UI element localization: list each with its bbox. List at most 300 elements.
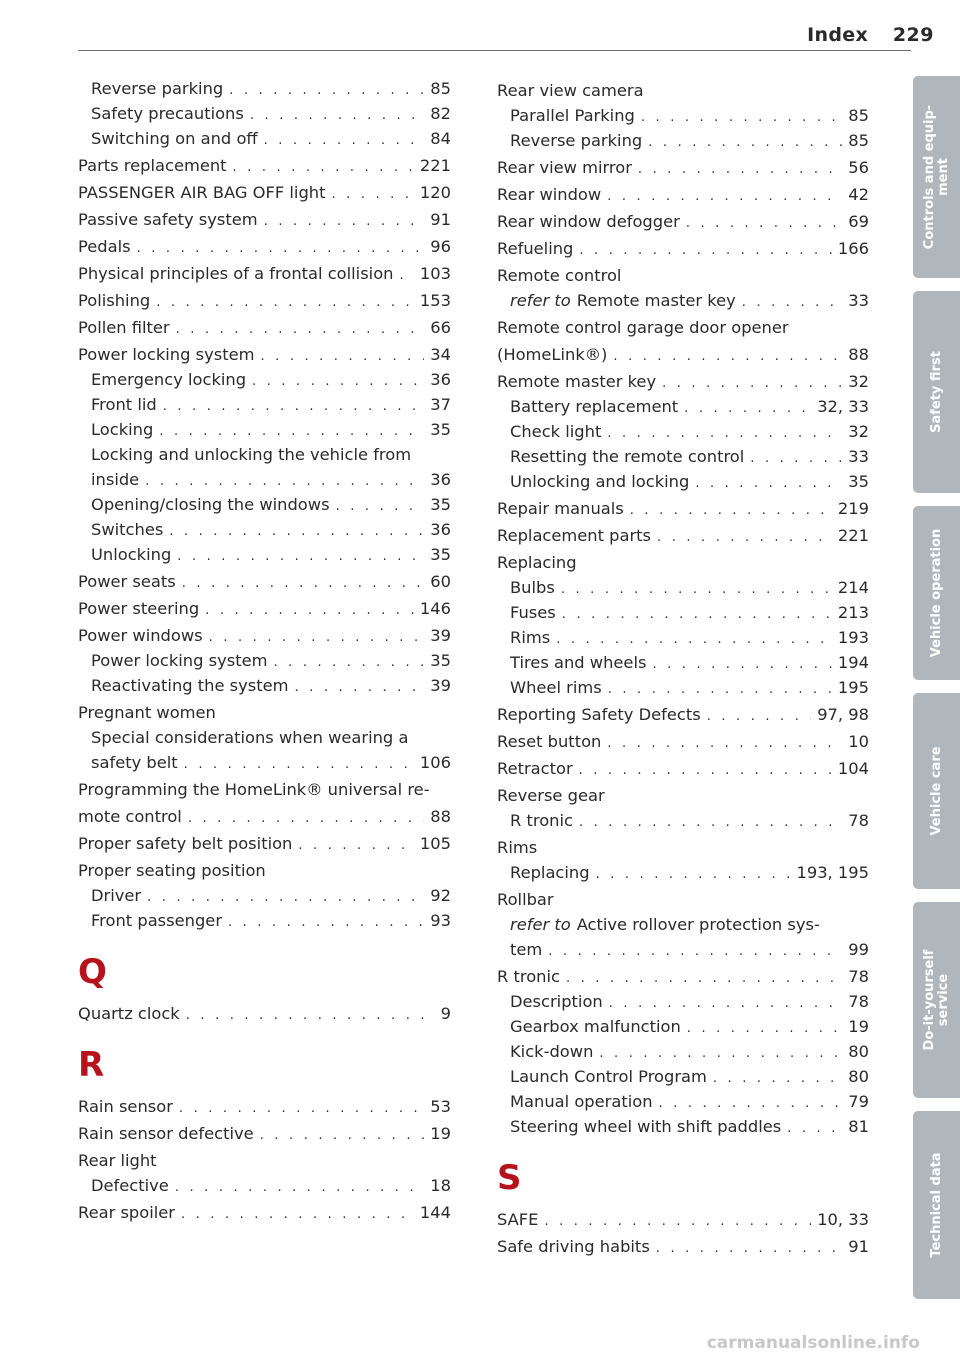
page-reference[interactable]: 193 xyxy=(837,628,869,647)
page-reference[interactable]: 104 xyxy=(837,759,869,778)
entry-label: Active rollover protection sys- xyxy=(576,915,820,934)
entry-label: Parallel Parking xyxy=(510,106,635,125)
dot-leader xyxy=(561,577,832,602)
index-entry[interactable] xyxy=(78,315,451,340)
entry-label: Front lid xyxy=(91,395,157,414)
entry-label: Physical principles of a frontal collision xyxy=(78,264,394,283)
index-entry[interactable] xyxy=(78,700,451,725)
index-subentry[interactable] xyxy=(497,650,869,675)
entry-label: Power seats xyxy=(78,572,176,591)
index-subentry[interactable] xyxy=(497,288,869,313)
index-subentry[interactable] xyxy=(78,908,451,933)
entry-label: Pedals xyxy=(78,237,131,256)
dot-leader xyxy=(648,130,842,155)
page-reference[interactable]: 103 xyxy=(419,264,451,283)
index-entry[interactable] xyxy=(497,236,869,261)
entry-label: Power steering xyxy=(78,599,200,618)
entry-label: tem xyxy=(510,940,543,959)
entry-label: Reverse parking xyxy=(510,131,643,150)
page-reference[interactable]: 9 xyxy=(440,1004,451,1023)
page-reference[interactable]: 35 xyxy=(430,651,451,670)
index-column-left xyxy=(78,76,451,1225)
dot-leader xyxy=(596,862,791,887)
entry-label: PASSENGER AIR BAG OFF light xyxy=(78,183,326,202)
index-entry[interactable] xyxy=(497,209,869,234)
index-entry[interactable] xyxy=(497,496,869,521)
page-reference[interactable]: 84 xyxy=(430,129,451,148)
dot-leader xyxy=(579,758,832,783)
entry-label: Reverse parking xyxy=(91,79,224,98)
chapter-tab-label: Vehicle operation xyxy=(928,528,944,658)
dot-leader xyxy=(205,598,414,623)
page-reference[interactable]: 80 xyxy=(848,1067,869,1086)
page-reference[interactable]: 221 xyxy=(837,526,869,545)
dot-leader xyxy=(556,627,832,652)
page-reference[interactable]: 88 xyxy=(430,807,451,826)
dot-leader xyxy=(264,209,425,234)
dot-leader xyxy=(184,752,414,777)
entry-label: Programming the HomeLink® universal re- xyxy=(78,780,430,799)
index-subentry[interactable] xyxy=(497,394,869,419)
entry-label: Refueling xyxy=(497,239,574,258)
entry-label: Unlocking xyxy=(91,545,172,564)
index-entry[interactable] xyxy=(78,858,451,883)
entry-label: Quartz clock xyxy=(78,1004,180,1023)
page-reference[interactable]: 219 xyxy=(837,499,869,518)
entry-label: Rollbar xyxy=(497,890,554,909)
dot-leader xyxy=(177,544,424,569)
entry-label: Rear light xyxy=(78,1151,157,1170)
index-subentry[interactable] xyxy=(497,444,869,469)
dot-leader xyxy=(548,939,842,964)
index-entry[interactable] xyxy=(497,369,869,394)
dot-leader xyxy=(186,1003,435,1028)
index-subentry[interactable] xyxy=(78,467,451,492)
index-subentry[interactable] xyxy=(78,126,451,151)
dot-leader xyxy=(652,652,831,677)
page-reference[interactable]: 91 xyxy=(430,210,451,229)
index-entry[interactable] xyxy=(78,234,451,259)
page-reference[interactable]: 79 xyxy=(848,1092,869,1111)
index-subentry[interactable] xyxy=(78,1173,451,1198)
dot-leader xyxy=(659,1091,843,1116)
entry-label: Power windows xyxy=(78,626,203,645)
index-subentry[interactable] xyxy=(78,492,451,517)
index-entry[interactable] xyxy=(78,804,451,829)
dot-leader xyxy=(260,1123,425,1148)
entry-label: Proper safety belt position xyxy=(78,834,293,853)
entry-label: Rain sensor xyxy=(78,1097,173,1116)
entry-label: Switching on and off xyxy=(91,129,258,148)
dot-leader xyxy=(182,571,425,596)
page-reference[interactable]: 213 xyxy=(837,603,869,622)
index-subentry[interactable] xyxy=(497,989,869,1014)
entry-label: safety belt xyxy=(91,753,178,772)
page-reference[interactable]: 33 xyxy=(848,447,869,466)
index-subentry[interactable] xyxy=(78,883,451,908)
entry-label: SAFE xyxy=(497,1210,539,1229)
index-entry[interactable] xyxy=(78,1148,451,1173)
index-entry[interactable] xyxy=(78,180,451,205)
index-entry[interactable] xyxy=(497,342,869,367)
index-subentry[interactable] xyxy=(497,1089,869,1114)
entry-label: Remote control garage door opener xyxy=(497,318,789,337)
index-entry[interactable] xyxy=(497,155,869,180)
index-subentry[interactable] xyxy=(497,103,869,128)
page-reference[interactable]: 37 xyxy=(430,395,451,414)
entry-label: (HomeLink®) xyxy=(497,345,608,364)
chapter-tab-label: Safety first xyxy=(928,351,944,433)
page-reference[interactable]: 42 xyxy=(848,185,869,204)
entry-label: Fuses xyxy=(510,603,556,622)
index-subentry[interactable] xyxy=(78,76,451,101)
index-subentry[interactable] xyxy=(78,542,451,567)
entry-label: Proper seating position xyxy=(78,861,266,880)
page-reference[interactable]: 19 xyxy=(430,1124,451,1143)
index-entry[interactable] xyxy=(497,702,869,727)
cross-reference-prefix: refer to xyxy=(510,291,571,310)
entry-label: Switches xyxy=(91,520,164,539)
dot-leader xyxy=(228,910,424,935)
index-entry[interactable] xyxy=(78,569,451,594)
dot-leader xyxy=(544,1209,811,1234)
dot-leader xyxy=(579,810,842,835)
index-subentry[interactable] xyxy=(78,725,451,750)
index-entry[interactable] xyxy=(78,1094,451,1119)
page-reference[interactable]: 88 xyxy=(848,345,869,364)
dot-leader xyxy=(599,1041,842,1066)
entry-label: Safe driving habits xyxy=(497,1237,650,1256)
page-reference[interactable]: 35 xyxy=(848,472,869,491)
entry-label: Passive safety system xyxy=(78,210,258,229)
chapter-tab[interactable] xyxy=(913,902,960,1098)
entry-label: Repair manuals xyxy=(497,499,624,518)
index-entry[interactable] xyxy=(78,1121,451,1146)
entry-label: Remote master key xyxy=(497,372,657,391)
entry-label: Power locking system xyxy=(91,651,268,670)
dot-leader xyxy=(630,498,832,523)
page-reference[interactable]: 33 xyxy=(848,291,869,310)
entry-label: Rear view mirror xyxy=(497,158,632,177)
entry-label: Safety precautions xyxy=(91,104,244,123)
page-reference[interactable]: 221 xyxy=(419,156,451,175)
index-subentry[interactable] xyxy=(497,1064,869,1089)
index-subentry[interactable] xyxy=(497,625,869,650)
entry-label: Rear window defogger xyxy=(497,212,680,231)
index-subentry[interactable] xyxy=(78,367,451,392)
entry-label: Front passenger xyxy=(91,911,223,930)
page-reference[interactable]: 19 xyxy=(848,1017,869,1036)
page-reference[interactable]: 36 xyxy=(430,520,451,539)
index-entry[interactable] xyxy=(78,831,451,856)
page-reference[interactable]: 85 xyxy=(430,79,451,98)
page-reference[interactable]: 106 xyxy=(419,753,451,772)
entry-label: Rear spoiler xyxy=(78,1203,175,1222)
page-reference[interactable]: 214 xyxy=(837,578,869,597)
dot-leader xyxy=(613,344,842,369)
entry-label: Gearbox malfunction xyxy=(510,1017,681,1036)
page-reference[interactable]: 82 xyxy=(430,104,451,123)
entry-label: Rims xyxy=(510,628,551,647)
index-entry[interactable] xyxy=(497,263,869,288)
dot-leader xyxy=(566,966,842,991)
page-reference[interactable]: 78 xyxy=(848,992,869,1011)
page-reference[interactable]: 92 xyxy=(430,886,451,905)
dot-leader xyxy=(273,650,424,675)
page-reference[interactable]: 78 xyxy=(848,811,869,830)
page-reference[interactable]: 69 xyxy=(848,212,869,231)
index-entry[interactable] xyxy=(497,182,869,207)
page-reference[interactable]: 193, 195 xyxy=(796,863,869,882)
page-reference[interactable]: 99 xyxy=(848,940,869,959)
page-reference[interactable]: 32 xyxy=(848,372,869,391)
index-subentry[interactable] xyxy=(497,128,869,153)
entry-label: R tronic xyxy=(510,811,573,830)
index-entry[interactable] xyxy=(78,1001,451,1026)
index-entry[interactable] xyxy=(78,342,451,367)
entry-label: Rear window xyxy=(497,185,602,204)
dot-leader xyxy=(562,602,832,627)
entry-label: Wheel rims xyxy=(510,678,602,697)
page-reference[interactable]: 80 xyxy=(848,1042,869,1061)
page-number: 229 xyxy=(892,24,934,46)
entry-label: Replacing xyxy=(497,553,577,572)
page-reference[interactable]: 97, 98 xyxy=(817,705,869,724)
entry-label: Reporting Safety Defects xyxy=(497,705,701,724)
index-entry[interactable] xyxy=(78,623,451,648)
entry-label: Rims xyxy=(497,838,538,857)
dot-leader xyxy=(209,625,425,650)
dot-leader xyxy=(695,471,842,496)
page-reference[interactable]: 39 xyxy=(430,626,451,645)
entry-label: Resetting the remote control xyxy=(510,447,745,466)
dot-leader xyxy=(336,494,425,519)
page-reference[interactable]: 35 xyxy=(430,545,451,564)
page-reference[interactable]: 35 xyxy=(430,495,451,514)
index-entry[interactable] xyxy=(78,288,451,313)
chapter-tab[interactable] xyxy=(913,506,960,680)
index-subentry[interactable] xyxy=(497,675,869,700)
entry-label: Power locking system xyxy=(78,345,255,364)
page-reference[interactable]: 91 xyxy=(848,1237,869,1256)
page-reference[interactable]: 93 xyxy=(430,911,451,930)
cross-reference-prefix: refer to xyxy=(510,915,571,934)
page-reference[interactable]: 60 xyxy=(430,572,451,591)
index-subentry[interactable] xyxy=(497,600,869,625)
page-reference[interactable]: 146 xyxy=(419,599,451,618)
index-entry[interactable] xyxy=(497,783,869,808)
dot-leader xyxy=(608,677,832,702)
dot-leader xyxy=(159,419,424,444)
chapter-tab[interactable] xyxy=(913,291,960,493)
dot-leader xyxy=(638,157,842,182)
page-reference[interactable]: 36 xyxy=(430,470,451,489)
entry-label: Kick-down xyxy=(510,1042,594,1061)
dot-leader xyxy=(687,1016,843,1041)
page-reference[interactable]: 10, 33 xyxy=(817,1210,869,1229)
dot-leader xyxy=(181,1202,414,1227)
page-reference[interactable]: 78 xyxy=(848,967,869,986)
index-subentry[interactable] xyxy=(78,417,451,442)
page-reference[interactable]: 36 xyxy=(430,370,451,389)
page-reference[interactable]: 56 xyxy=(848,158,869,177)
page-reference[interactable]: 166 xyxy=(837,239,869,258)
dot-leader xyxy=(250,103,424,128)
entry-label: Tires and wheels xyxy=(510,653,647,672)
entry-label: Pollen filter xyxy=(78,318,170,337)
dot-leader xyxy=(684,396,811,421)
index-entry[interactable] xyxy=(78,153,451,178)
dot-leader xyxy=(260,344,424,369)
page-reference[interactable]: 53 xyxy=(430,1097,451,1116)
dot-leader xyxy=(188,806,424,831)
dot-leader xyxy=(145,469,424,494)
dot-leader xyxy=(579,238,832,263)
index-entry[interactable] xyxy=(497,835,869,860)
dot-leader xyxy=(147,885,424,910)
page-reference[interactable]: 144 xyxy=(419,1203,451,1222)
dot-leader xyxy=(656,1236,842,1261)
entry-label: Rear view camera xyxy=(497,81,644,100)
chapter-tab-label: Technical data xyxy=(928,1152,944,1258)
entry-label: Steering wheel with shift paddles xyxy=(510,1117,782,1136)
entry-label: Remote control xyxy=(497,266,622,285)
page-reference[interactable]: 32 xyxy=(848,422,869,441)
dot-leader xyxy=(175,1175,424,1200)
index-subentry[interactable] xyxy=(78,442,451,467)
page-reference[interactable]: 10 xyxy=(848,732,869,751)
index-subentry[interactable] xyxy=(78,392,451,417)
page-reference[interactable]: 18 xyxy=(430,1176,451,1195)
page-reference[interactable]: 34 xyxy=(430,345,451,364)
entry-label: Description xyxy=(510,992,603,1011)
entry-label: Reset button xyxy=(497,732,602,751)
entry-label: Special considerations when wearing a xyxy=(91,728,409,747)
index-subentry[interactable] xyxy=(497,1114,869,1139)
index-entry[interactable] xyxy=(78,207,451,232)
page-reference[interactable]: 39 xyxy=(430,676,451,695)
page-reference[interactable]: 85 xyxy=(848,106,869,125)
index-subentry[interactable] xyxy=(497,1039,869,1064)
page-reference[interactable]: 32, 33 xyxy=(817,397,869,416)
chapter-tab[interactable] xyxy=(913,693,960,889)
dot-leader xyxy=(298,833,414,858)
index-subentry[interactable] xyxy=(497,860,869,885)
index-subentry[interactable] xyxy=(497,575,869,600)
index-subentry[interactable] xyxy=(497,419,869,444)
index-subentry[interactable] xyxy=(497,808,869,833)
entry-label: Manual operation xyxy=(510,1092,653,1111)
dot-leader xyxy=(176,317,425,342)
dot-leader xyxy=(641,105,842,130)
index-entry[interactable] xyxy=(497,729,869,754)
section-letter: S xyxy=(497,1158,522,1198)
entry-label: Battery replacement xyxy=(510,397,679,416)
dot-leader xyxy=(686,211,842,236)
index-entry[interactable] xyxy=(497,887,869,912)
index-entry[interactable] xyxy=(497,756,869,781)
dot-leader xyxy=(252,369,424,394)
entry-label: Check light xyxy=(510,422,602,441)
entry-label: Defective xyxy=(91,1176,169,1195)
entry-label: Reverse gear xyxy=(497,786,605,805)
dot-leader xyxy=(742,290,843,315)
dot-leader xyxy=(295,675,425,700)
index-subentry[interactable] xyxy=(78,750,451,775)
dot-leader xyxy=(607,421,842,446)
page-reference[interactable]: 66 xyxy=(430,318,451,337)
entry-label: Locking and unlocking the vehicle from xyxy=(91,445,412,464)
index-subentry[interactable] xyxy=(78,673,451,698)
index-subentry[interactable] xyxy=(497,912,869,937)
page-reference[interactable]: 153 xyxy=(419,291,451,310)
dot-leader xyxy=(607,731,842,756)
dot-leader xyxy=(713,1066,842,1091)
index-entry[interactable] xyxy=(497,964,869,989)
chapter-tab-label: Controls and equip- ment xyxy=(921,104,951,250)
entry-label: Polishing xyxy=(78,291,151,310)
page-reference[interactable]: 35 xyxy=(430,420,451,439)
page-reference[interactable]: 195 xyxy=(837,678,869,697)
index-subentry[interactable] xyxy=(78,648,451,673)
index-subentry[interactable] xyxy=(497,469,869,494)
index-entry[interactable] xyxy=(78,777,451,802)
dot-leader xyxy=(657,525,832,550)
index-subentry[interactable] xyxy=(78,517,451,542)
page-reference[interactable]: 81 xyxy=(848,1117,869,1136)
entry-label: R tronic xyxy=(497,967,560,986)
dot-leader xyxy=(156,290,414,315)
entry-label: Remote master key xyxy=(576,291,736,310)
entry-label: mote control xyxy=(78,807,182,826)
page-reference[interactable]: 96 xyxy=(430,237,451,256)
index-entry[interactable] xyxy=(497,315,869,340)
page-reference[interactable]: 120 xyxy=(419,183,451,202)
index-subentry[interactable] xyxy=(78,101,451,126)
index-entry[interactable] xyxy=(497,523,869,548)
entry-label: Reactivating the system xyxy=(91,676,289,695)
entry-label: Replacement parts xyxy=(497,526,652,545)
entry-label: Emergency locking xyxy=(91,370,247,389)
dot-leader xyxy=(229,78,424,103)
entry-label: inside xyxy=(91,470,140,489)
index-entry[interactable] xyxy=(497,550,869,575)
dot-leader xyxy=(399,263,413,288)
dot-leader xyxy=(264,128,425,153)
chapter-tab[interactable] xyxy=(913,1111,960,1299)
dot-leader xyxy=(169,519,424,544)
section-letter: Q xyxy=(78,952,107,992)
dot-leader xyxy=(787,1116,842,1141)
index-entry[interactable] xyxy=(78,261,451,286)
dot-leader xyxy=(137,236,425,261)
index-entry[interactable] xyxy=(78,1200,451,1225)
index-entry[interactable] xyxy=(497,1207,869,1232)
section-letter: R xyxy=(78,1045,105,1085)
index-entry[interactable] xyxy=(497,1234,869,1259)
entry-label: Driver xyxy=(91,886,142,905)
index-subentry[interactable] xyxy=(497,1014,869,1039)
page-reference[interactable]: 105 xyxy=(419,834,451,853)
entry-label: Opening/closing the windows xyxy=(91,495,330,514)
index-entry[interactable] xyxy=(78,596,451,621)
index-subentry[interactable] xyxy=(497,937,869,962)
watermark: carmanualsonline.info xyxy=(706,1333,920,1353)
chapter-tab[interactable] xyxy=(913,76,960,278)
index-entry[interactable] xyxy=(497,78,869,103)
page-reference[interactable]: 85 xyxy=(848,131,869,150)
page-reference[interactable]: 194 xyxy=(837,653,869,672)
